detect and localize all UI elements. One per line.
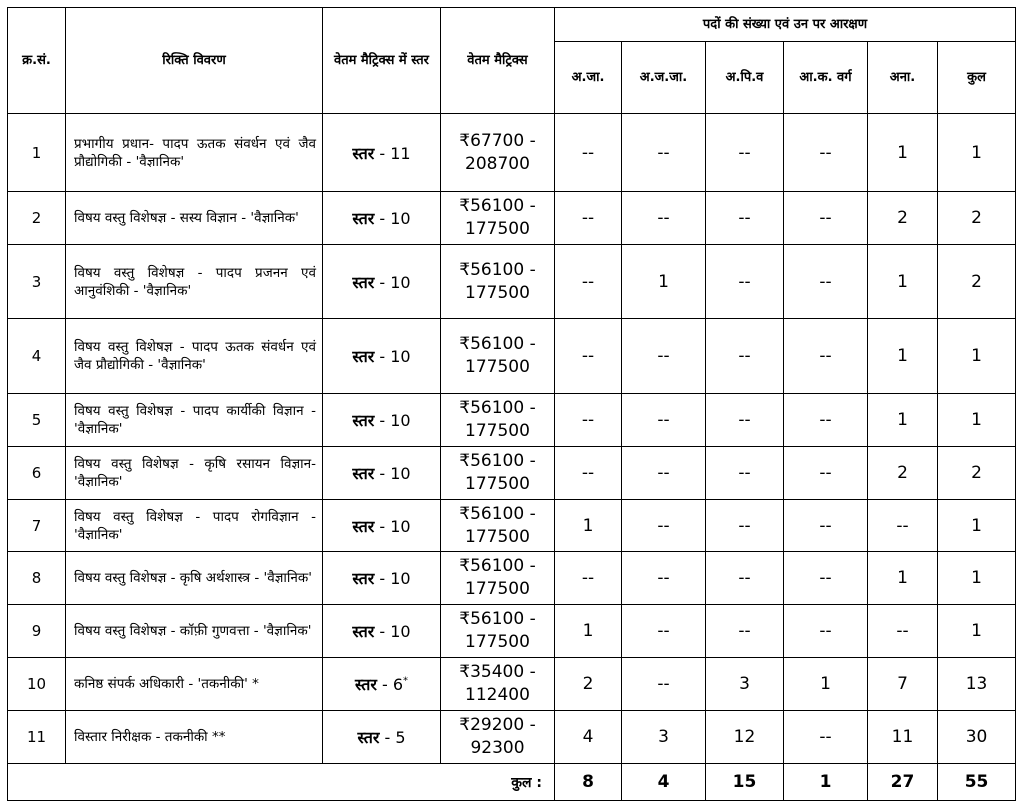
row-level-label: स्तर (352, 516, 375, 536)
row-st: -- (622, 319, 706, 394)
row-total: 2 (938, 447, 1016, 500)
header-sno: क्र.सं. (8, 8, 66, 114)
row-ews: -- (784, 500, 868, 552)
row-obc: -- (706, 447, 784, 500)
row-sc: -- (555, 552, 622, 605)
row-vacancy-detail: विस्तार निरीक्षक - तकनीकी ** (66, 711, 323, 764)
row-level-value: - 10 (379, 347, 411, 366)
table-row (8, 245, 1016, 319)
row-pay-start: ₹56100 - (459, 398, 536, 418)
row-level-label: स्तर (352, 209, 375, 228)
row-ews: -- (784, 192, 868, 245)
row-pay-end: 112400 (465, 685, 530, 705)
row-vacancy-detail: विषय वस्तु विशेषज्ञ - पादप ऊतक संवर्धन एवं जैव प्रौद्योगिकी - 'वैज्ञानिक' (66, 319, 323, 394)
row-pay-start: ₹56100 - (459, 609, 536, 629)
row-pay-end: 177500 (465, 421, 530, 441)
row-obc: -- (706, 245, 784, 319)
row-sno: 8 (8, 552, 66, 605)
row-ews: -- (784, 319, 868, 394)
row-level (323, 394, 441, 447)
row-level-value: - 10 (379, 411, 411, 430)
row-ur: 7 (868, 658, 938, 711)
row-ur: 11 (868, 711, 938, 764)
row-total: 2 (938, 192, 1016, 245)
row-sno: 10 (8, 658, 66, 711)
row-total: 1 (938, 500, 1016, 552)
row-obc: -- (706, 500, 784, 552)
row-sno: 9 (8, 605, 66, 658)
row-pay-start: ₹56100 - (459, 196, 536, 216)
row-obc: -- (706, 394, 784, 447)
row-st: -- (622, 605, 706, 658)
row-level (323, 447, 441, 500)
row-vacancy-detail: प्रभागीय प्रधान- पादप ऊतक संवर्धन एवं जैव प्रौद्योगिकी - 'वैज्ञानिक' (66, 114, 323, 192)
row-st: -- (622, 500, 706, 552)
row-ur: 1 (868, 319, 938, 394)
row-obc: -- (706, 192, 784, 245)
row-pay-end: 177500 (465, 219, 530, 239)
row-sc: 4 (555, 711, 622, 764)
row-pay-end: 177500 (465, 474, 530, 494)
row-st: -- (622, 658, 706, 711)
row-level-value: - 11 (379, 143, 411, 163)
row-sc: -- (555, 245, 622, 319)
vacancy-reservation-table-container (7, 7, 1016, 801)
row-pay-start: ₹29200 - (459, 715, 536, 735)
row-pay-start: ₹35400 - (459, 662, 536, 682)
header-total: कुल (938, 42, 1016, 114)
header-sc: अ.जा. (555, 42, 622, 114)
header-obc: अ.पि.व (706, 42, 784, 114)
row-level-value: - 10 (379, 209, 411, 228)
row-st: -- (622, 552, 706, 605)
row-level-label: स्तर (352, 347, 375, 366)
row-obc: -- (706, 605, 784, 658)
row-ur: 1 (868, 552, 938, 605)
row-obc: -- (706, 319, 784, 394)
row-st: -- (622, 447, 706, 500)
total-ur: 27 (868, 764, 938, 801)
row-level-label: स्तर (352, 569, 375, 588)
row-pay-end: 177500 (465, 526, 530, 547)
row-ur: 1 (868, 114, 938, 192)
header-pay-matrix: वेतम मैट्रिक्स (441, 8, 555, 114)
row-total: 13 (938, 658, 1016, 711)
row-sc: -- (555, 114, 622, 192)
row-vacancy-detail: विषय वस्तु विशेषज्ञ - कृषि रसायन विज्ञान- 'वैज्ञानिक' (66, 447, 323, 500)
row-st: 1 (622, 245, 706, 319)
row-pay-matrix (441, 114, 555, 192)
row-level-label: स्तर (352, 622, 375, 641)
row-vacancy-detail: कनिष्ठ संपर्क अधिकारी - 'तकनीकी' * (66, 658, 323, 711)
row-pay-start: ₹56100 - (459, 259, 536, 280)
header-level: वेतम मैट्रिक्स में स्तर (323, 8, 441, 114)
row-pay-start: ₹56100 - (459, 334, 536, 354)
row-sc: -- (555, 394, 622, 447)
row-level (323, 500, 441, 552)
total-st: 4 (622, 764, 706, 801)
row-level (323, 605, 441, 658)
row-pay-end: 177500 (465, 282, 530, 303)
row-level-mark: * (403, 675, 409, 687)
row-level (323, 192, 441, 245)
total-sc: 8 (555, 764, 622, 801)
row-level (323, 552, 441, 605)
row-pay-matrix (441, 394, 555, 447)
totals-label: कुल : (8, 764, 555, 801)
row-level (323, 711, 441, 764)
table-row (8, 114, 1016, 192)
row-level-label: स्तर (352, 272, 375, 292)
row-pay-matrix (441, 192, 555, 245)
row-sc: 1 (555, 605, 622, 658)
row-sc: -- (555, 192, 622, 245)
row-ur: -- (868, 605, 938, 658)
table-row (8, 552, 1016, 605)
total-all: 55 (938, 764, 1016, 801)
header-st: अ.ज.जा. (622, 42, 706, 114)
row-st: -- (622, 394, 706, 447)
table-row (8, 319, 1016, 394)
row-ews: -- (784, 552, 868, 605)
row-total: 1 (938, 605, 1016, 658)
row-ews: -- (784, 394, 868, 447)
row-sno: 1 (8, 114, 66, 192)
row-level-value: - 10 (379, 464, 411, 483)
row-total: 2 (938, 245, 1016, 319)
table-row (8, 605, 1016, 658)
row-level-value: - 6 (381, 675, 404, 694)
table-row (8, 500, 1016, 552)
row-vacancy-detail: विषय वस्तु विशेषज्ञ - सस्य विज्ञान - 'वैज्ञानिक' (66, 192, 323, 245)
row-pay-matrix (441, 711, 555, 764)
row-pay-end: 92300 (470, 738, 525, 758)
row-vacancy-detail: विषय वस्तु विशेषज्ञ - पादप कार्यीकी विज्ञान - 'वैज्ञानिक' (66, 394, 323, 447)
row-sno: 2 (8, 192, 66, 245)
totals-row (8, 764, 1016, 801)
row-st: 3 (622, 711, 706, 764)
header-ews: आ.क. वर्ग (784, 42, 868, 114)
row-total: 1 (938, 552, 1016, 605)
row-ews: -- (784, 447, 868, 500)
row-total: 1 (938, 114, 1016, 192)
total-ews: 1 (784, 764, 868, 801)
row-pay-end: 177500 (465, 357, 530, 377)
row-st: -- (622, 192, 706, 245)
row-pay-matrix (441, 658, 555, 711)
row-sc: -- (555, 319, 622, 394)
row-obc: -- (706, 552, 784, 605)
row-pay-matrix (441, 605, 555, 658)
row-pay-matrix (441, 500, 555, 552)
row-level-label: स्तर (354, 675, 377, 694)
row-ur: 2 (868, 447, 938, 500)
row-sno: 3 (8, 245, 66, 319)
row-level-value: - 10 (379, 622, 411, 641)
row-level-value: - 5 (384, 728, 406, 747)
row-ews: -- (784, 711, 868, 764)
row-sc: 2 (555, 658, 622, 711)
row-sc: -- (555, 447, 622, 500)
row-sno: 7 (8, 500, 66, 552)
table-row (8, 447, 1016, 500)
total-obc: 15 (706, 764, 784, 801)
row-pay-matrix (441, 552, 555, 605)
row-total: 1 (938, 319, 1016, 394)
row-sno: 4 (8, 319, 66, 394)
row-pay-matrix (441, 447, 555, 500)
row-level-value: - 10 (379, 516, 411, 536)
row-level-label: स्तर (352, 143, 375, 163)
table-row (8, 711, 1016, 764)
row-sno: 11 (8, 711, 66, 764)
row-total: 1 (938, 394, 1016, 447)
row-sc: 1 (555, 500, 622, 552)
row-vacancy-detail: विषय वस्तु विशेषज्ञ - कृषि अर्थशास्त्र - 'वैज्ञानिक' (66, 552, 323, 605)
row-obc: 3 (706, 658, 784, 711)
row-ur: -- (868, 500, 938, 552)
header-ur: अना. (868, 42, 938, 114)
row-level-value: - 10 (379, 569, 411, 588)
row-ur: 2 (868, 192, 938, 245)
row-vacancy-detail: विषय वस्तु विशेषज्ञ - पादप रोगविज्ञान - 'वैज्ञानिक' (66, 500, 323, 552)
row-obc: -- (706, 114, 784, 192)
header-vacancy-detail: रिक्ति विवरण (66, 8, 323, 114)
row-st: -- (622, 114, 706, 192)
row-ews: -- (784, 114, 868, 192)
row-pay-start: ₹56100 - (459, 556, 536, 576)
row-pay-matrix (441, 319, 555, 394)
vacancy-reservation-table (7, 7, 1016, 801)
row-ur: 1 (868, 245, 938, 319)
row-ews: 1 (784, 658, 868, 711)
row-level-value: - 10 (379, 272, 411, 292)
row-ews: -- (784, 245, 868, 319)
row-vacancy-detail: विषय वस्तु विशेषज्ञ - पादप प्रजनन एवं आनुवंशिकी - 'वैज्ञानिक' (66, 245, 323, 319)
row-pay-end: 177500 (465, 579, 530, 599)
row-pay-start: ₹56100 - (459, 503, 536, 524)
row-pay-end: 177500 (465, 632, 530, 652)
row-level-label: स्तर (357, 728, 380, 747)
row-sno: 6 (8, 447, 66, 500)
row-level-label: स्तर (352, 464, 375, 483)
row-level (323, 658, 441, 711)
row-ur: 1 (868, 394, 938, 447)
row-level (323, 114, 441, 192)
row-level (323, 245, 441, 319)
row-pay-start: ₹67700 - (459, 130, 536, 151)
row-obc: 12 (706, 711, 784, 764)
table-row (8, 394, 1016, 447)
row-sno: 5 (8, 394, 66, 447)
row-vacancy-detail: विषय वस्तु विशेषज्ञ - कॉफ़ी गुणवत्ता - 'वैज्ञानिक' (66, 605, 323, 658)
row-level-label: स्तर (352, 411, 375, 430)
header-reservation-group: पदों की संख्या एवं उन पर आरक्षण (555, 8, 1016, 42)
row-total: 30 (938, 711, 1016, 764)
row-pay-matrix (441, 245, 555, 319)
row-pay-end: 208700 (465, 153, 530, 174)
row-ews: -- (784, 605, 868, 658)
row-level (323, 319, 441, 394)
row-pay-start: ₹56100 - (459, 451, 536, 471)
table-row (8, 658, 1016, 711)
table-row (8, 192, 1016, 245)
